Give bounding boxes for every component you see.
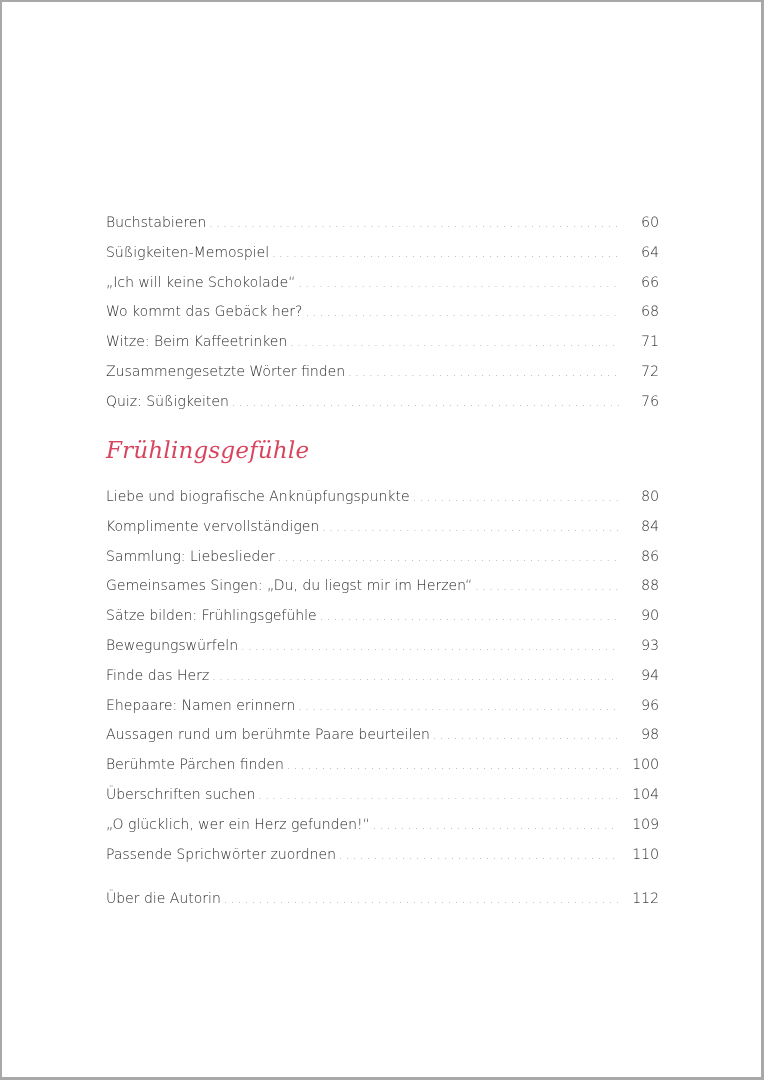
toc-entry-title: Komplimente vervollständigen <box>106 518 320 535</box>
toc-entry-title: Finde das Herz <box>106 667 210 684</box>
toc-entry-page: 104 <box>632 786 659 803</box>
toc-entry[interactable] <box>106 662 659 692</box>
toc-entry-page: 86 <box>641 548 659 565</box>
toc-entry-title: Quiz: Süßigkeiten <box>106 393 229 410</box>
toc-entry[interactable] <box>106 751 659 781</box>
toc-entry[interactable] <box>106 328 659 358</box>
leader-dots <box>278 543 619 573</box>
leader-dots <box>258 781 619 811</box>
toc-entry-page: 60 <box>641 215 659 231</box>
toc-entry-page: 84 <box>641 518 659 535</box>
toc-entry-page: 76 <box>641 393 659 410</box>
leader-dots <box>298 692 619 722</box>
toc-entry[interactable] <box>106 483 659 513</box>
toc-entry-title: Bewegungswürfeln <box>106 637 239 654</box>
leader-dots <box>272 239 619 269</box>
toc-entry-title: Über die Autorin <box>106 891 221 907</box>
leader-dots <box>241 632 619 662</box>
toc-entry[interactable] <box>106 543 659 573</box>
toc-entry-title: Zusammengesetzte Wörter finden <box>106 363 346 380</box>
leader-dots <box>320 602 619 632</box>
leader-dots <box>475 572 619 602</box>
toc-entry-title: „Ich will keine Schokolade“ <box>106 274 296 291</box>
toc-entry[interactable] <box>106 269 659 299</box>
toc-entry-page: 109 <box>632 816 659 833</box>
toc-entry-page: 71 <box>641 334 659 351</box>
leader-dots <box>322 513 619 543</box>
toc-entry[interactable] <box>106 692 659 722</box>
toc-entry-title: Überschriften suchen <box>106 786 256 803</box>
toc-entry-title: Ehepaare: Namen erinnern <box>106 697 296 714</box>
leader-dots <box>298 269 619 299</box>
toc-entry-title: Süßigkeiten-Memospiel <box>106 244 270 261</box>
toc-entry-page: 64 <box>641 244 659 261</box>
toc-entry-page: 100 <box>632 757 659 774</box>
toc-entry-page: 112 <box>632 891 659 907</box>
leader-dots <box>373 811 619 841</box>
toc-entry-page: 93 <box>641 637 659 654</box>
toc-entry[interactable] <box>106 781 659 811</box>
toc-entry-page: 68 <box>641 304 659 321</box>
toc-entry[interactable] <box>106 298 659 328</box>
toc-entry[interactable] <box>106 602 659 632</box>
leader-dots <box>224 885 619 915</box>
toc-entry[interactable] <box>106 239 659 269</box>
toc-entry-title: Passende Sprichwörter zuordnen <box>106 846 337 863</box>
toc-entry-title: Wo kommt das Gebäck her? <box>106 304 303 321</box>
leader-dots <box>232 388 619 418</box>
toc-entry-page: 98 <box>641 727 659 744</box>
leader-dots <box>287 751 619 781</box>
toc-entry-title: Buchstabieren <box>106 215 207 231</box>
toc-entry[interactable] <box>106 721 659 751</box>
toc-entry-title: Berühmte Pärchen finden <box>106 757 284 774</box>
toc-section-1 <box>106 209 659 418</box>
toc-entry[interactable] <box>106 358 659 388</box>
toc-entry-page: 94 <box>641 667 659 684</box>
toc-entry-page: 72 <box>641 363 659 380</box>
toc-entry-title: „O glücklich, wer ein Herz gefunden!“ <box>106 816 370 833</box>
toc-entry[interactable] <box>106 841 659 871</box>
toc-entry[interactable] <box>106 632 659 662</box>
toc-entry-title: Sätze bilden: Frühlingsgefühle <box>106 608 317 625</box>
toc-entry-title: Gemeinsames Singen: „Du, du liegst mir im Herzen“ <box>106 578 473 595</box>
toc-entry-page: 110 <box>632 846 659 863</box>
leader-dots <box>413 483 619 513</box>
leader-dots <box>212 662 619 692</box>
leader-dots <box>348 358 619 388</box>
section-heading: Frühlingsgefühle <box>106 438 310 464</box>
toc-entry-page: 90 <box>641 608 659 625</box>
toc-entry-page: 80 <box>641 489 659 505</box>
leader-dots <box>433 721 619 751</box>
toc-entry-title: Sammlung: Liebeslieder <box>106 548 275 565</box>
leader-dots <box>209 209 619 239</box>
toc-entry-title: Liebe und biografische Anknüpfungspunkte <box>106 489 410 505</box>
toc-entry-page: 96 <box>641 697 659 714</box>
toc-backmatter <box>106 885 659 915</box>
toc-entry-page: 88 <box>641 578 659 595</box>
toc-entry-page: 66 <box>641 274 659 291</box>
toc-entry[interactable] <box>106 885 659 915</box>
leader-dots <box>306 298 620 328</box>
toc-entry[interactable] <box>106 209 659 239</box>
toc-entry[interactable] <box>106 572 659 602</box>
toc-entry[interactable] <box>106 811 659 841</box>
toc-entry-title: Aussagen rund um berühmte Paare beurteilen <box>106 727 430 744</box>
leader-dots <box>339 841 619 871</box>
toc-section-2 <box>106 483 659 870</box>
toc-entry[interactable] <box>106 513 659 543</box>
toc-entry-title: Witze: Beim Kaffeetrinken <box>106 334 288 351</box>
toc-entry[interactable] <box>106 388 659 418</box>
leader-dots <box>290 328 619 358</box>
